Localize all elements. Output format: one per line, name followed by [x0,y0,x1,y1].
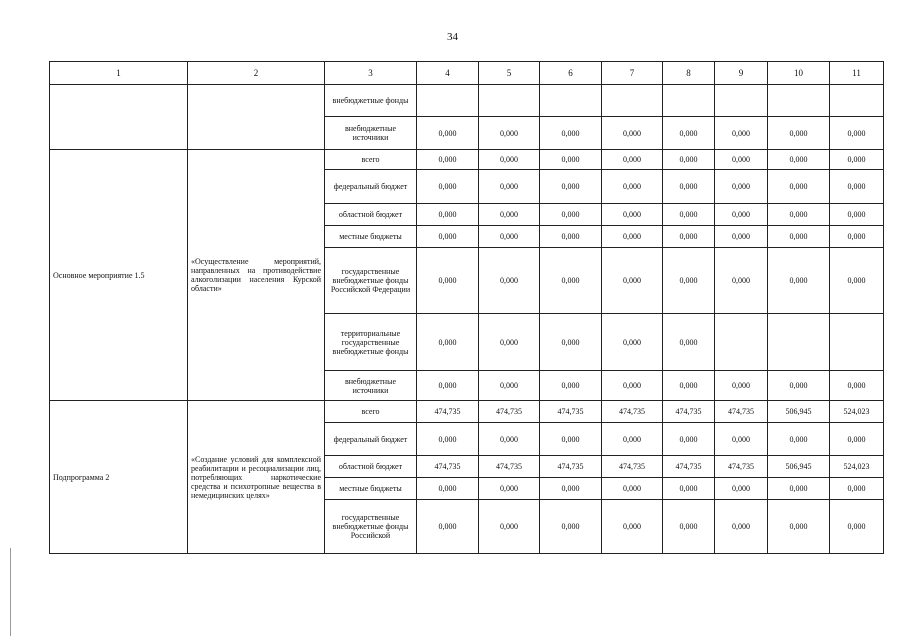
header-cell: 4 [417,62,479,85]
value-cell: 0,000 [602,248,663,314]
funding-source-cell: внебюджетные источники [325,371,417,401]
value-cell: 0,000 [540,248,602,314]
header-cell: 1 [50,62,188,85]
value-cell: 0,000 [768,500,830,554]
value-cell [540,85,602,117]
header-cell: 7 [602,62,663,85]
value-cell: 0,000 [602,500,663,554]
header-cell: 9 [715,62,768,85]
value-cell: 0,000 [479,371,540,401]
value-cell: 0,000 [715,371,768,401]
value-cell: 474,735 [602,456,663,478]
value-cell: 0,000 [479,117,540,150]
funding-source-cell: государственные внебюджетные фонды Российской [325,500,417,554]
value-cell: 0,000 [479,500,540,554]
value-cell: 0,000 [715,423,768,456]
value-cell: 0,000 [602,204,663,226]
value-cell: 0,000 [715,248,768,314]
value-cell: 0,000 [663,226,715,248]
value-cell: 0,000 [479,226,540,248]
value-cell: 0,000 [715,170,768,204]
program-name-cell [50,85,188,150]
funding-source-cell: территориальные государственные внебюджетные фонды [325,314,417,371]
funding-source-cell: государственные внебюджетные фонды Российской Федерации [325,248,417,314]
value-cell: 0,000 [540,423,602,456]
value-cell: 0,000 [417,204,479,226]
value-cell: 0,000 [417,314,479,371]
value-cell [830,314,884,371]
program-name-cell: Подпрограмма 2 [50,401,188,554]
value-cell: 474,735 [417,401,479,423]
value-cell: 0,000 [830,423,884,456]
value-cell: 0,000 [663,117,715,150]
value-cell: 0,000 [479,314,540,371]
value-cell: 0,000 [417,117,479,150]
funding-source-cell: всего [325,150,417,170]
value-cell: 474,735 [479,401,540,423]
program-name-cell: Основное мероприятие 1.5 [50,150,188,401]
value-cell: 0,000 [602,371,663,401]
value-cell: 0,000 [768,478,830,500]
value-cell: 524,023 [830,456,884,478]
value-cell: 0,000 [715,478,768,500]
value-cell: 506,945 [768,401,830,423]
value-cell: 0,000 [830,478,884,500]
value-cell: 0,000 [715,204,768,226]
header-cell: 6 [540,62,602,85]
value-cell: 0,000 [830,500,884,554]
value-cell: 0,000 [540,478,602,500]
value-cell [417,85,479,117]
value-cell: 0,000 [479,478,540,500]
value-cell: 0,000 [768,204,830,226]
value-cell [479,85,540,117]
value-cell: 0,000 [715,117,768,150]
value-cell: 0,000 [540,150,602,170]
value-cell: 0,000 [768,117,830,150]
funding-source-cell: местные бюджеты [325,226,417,248]
value-cell [715,314,768,371]
value-cell [768,85,830,117]
header-cell: 11 [830,62,884,85]
header-cell: 8 [663,62,715,85]
value-cell: 474,735 [715,401,768,423]
value-cell: 0,000 [830,204,884,226]
value-cell: 0,000 [768,371,830,401]
funding-source-cell: внебюджетные источники [325,117,417,150]
header-cell: 3 [325,62,417,85]
value-cell: 0,000 [768,423,830,456]
value-cell [768,314,830,371]
header-cell: 10 [768,62,830,85]
value-cell: 0,000 [417,500,479,554]
value-cell: 0,000 [417,371,479,401]
table-row [50,85,884,117]
page-number: 34 [447,31,458,43]
value-cell: 0,000 [417,248,479,314]
value-cell: 0,000 [715,500,768,554]
value-cell [602,85,663,117]
funding-source-cell: внебюджетные фонды [325,85,417,117]
value-cell: 0,000 [663,150,715,170]
header-cell: 5 [479,62,540,85]
header-row [50,62,884,85]
value-cell: 0,000 [602,150,663,170]
program-description-cell: «Осуществление мероприятий, направленных на противодействие алкоголизации населения Курской области» [188,150,325,401]
funding-source-cell: всего [325,401,417,423]
value-cell: 0,000 [830,371,884,401]
value-cell: 0,000 [663,371,715,401]
scan-edge-mark [10,548,11,636]
value-cell: 0,000 [768,170,830,204]
value-cell: 474,735 [715,456,768,478]
value-cell: 0,000 [540,226,602,248]
value-cell: 506,945 [768,456,830,478]
value-cell: 0,000 [479,423,540,456]
value-cell: 474,735 [663,401,715,423]
value-cell: 0,000 [417,170,479,204]
value-cell: 0,000 [417,478,479,500]
value-cell: 0,000 [417,423,479,456]
budget-table [49,61,884,554]
value-cell: 0,000 [830,248,884,314]
value-cell: 0,000 [715,226,768,248]
value-cell: 0,000 [602,423,663,456]
value-cell: 0,000 [479,150,540,170]
value-cell: 474,735 [540,401,602,423]
funding-source-cell: федеральный бюджет [325,423,417,456]
program-description-cell [188,85,325,150]
value-cell: 0,000 [540,371,602,401]
table-row [50,401,884,423]
value-cell: 0,000 [830,150,884,170]
table-row [50,150,884,170]
value-cell: 0,000 [540,204,602,226]
value-cell: 0,000 [540,170,602,204]
funding-source-cell: областной бюджет [325,456,417,478]
value-cell: 0,000 [830,226,884,248]
value-cell: 0,000 [663,478,715,500]
value-cell: 0,000 [663,500,715,554]
value-cell: 474,735 [479,456,540,478]
value-cell: 474,735 [602,401,663,423]
value-cell: 474,735 [663,456,715,478]
funding-source-cell: областной бюджет [325,204,417,226]
value-cell: 0,000 [663,204,715,226]
value-cell: 0,000 [830,117,884,150]
value-cell: 0,000 [602,314,663,371]
value-cell: 0,000 [602,478,663,500]
value-cell: 0,000 [540,314,602,371]
funding-source-cell: местные бюджеты [325,478,417,500]
funding-source-cell: федеральный бюджет [325,170,417,204]
value-cell [663,85,715,117]
value-cell: 0,000 [417,150,479,170]
value-cell: 0,000 [479,170,540,204]
value-cell: 0,000 [663,423,715,456]
value-cell: 0,000 [540,500,602,554]
value-cell: 0,000 [715,150,768,170]
value-cell: 0,000 [602,170,663,204]
value-cell: 0,000 [663,248,715,314]
value-cell: 0,000 [602,117,663,150]
value-cell: 0,000 [663,314,715,371]
value-cell: 0,000 [602,226,663,248]
value-cell: 0,000 [768,248,830,314]
value-cell: 0,000 [663,170,715,204]
value-cell: 474,735 [540,456,602,478]
value-cell [715,85,768,117]
program-description-cell: «Создание условий для комплексной реабилитации и ресоциализации лиц, потребляющих наркотические средства и психотропные вещества в немедицинских целях» [188,401,325,554]
value-cell: 0,000 [479,204,540,226]
value-cell: 474,735 [417,456,479,478]
value-cell: 0,000 [417,226,479,248]
header-cell: 2 [188,62,325,85]
value-cell: 0,000 [768,226,830,248]
value-cell: 524,023 [830,401,884,423]
value-cell: 0,000 [768,150,830,170]
value-cell: 0,000 [830,170,884,204]
value-cell [830,85,884,117]
value-cell: 0,000 [540,117,602,150]
value-cell: 0,000 [479,248,540,314]
